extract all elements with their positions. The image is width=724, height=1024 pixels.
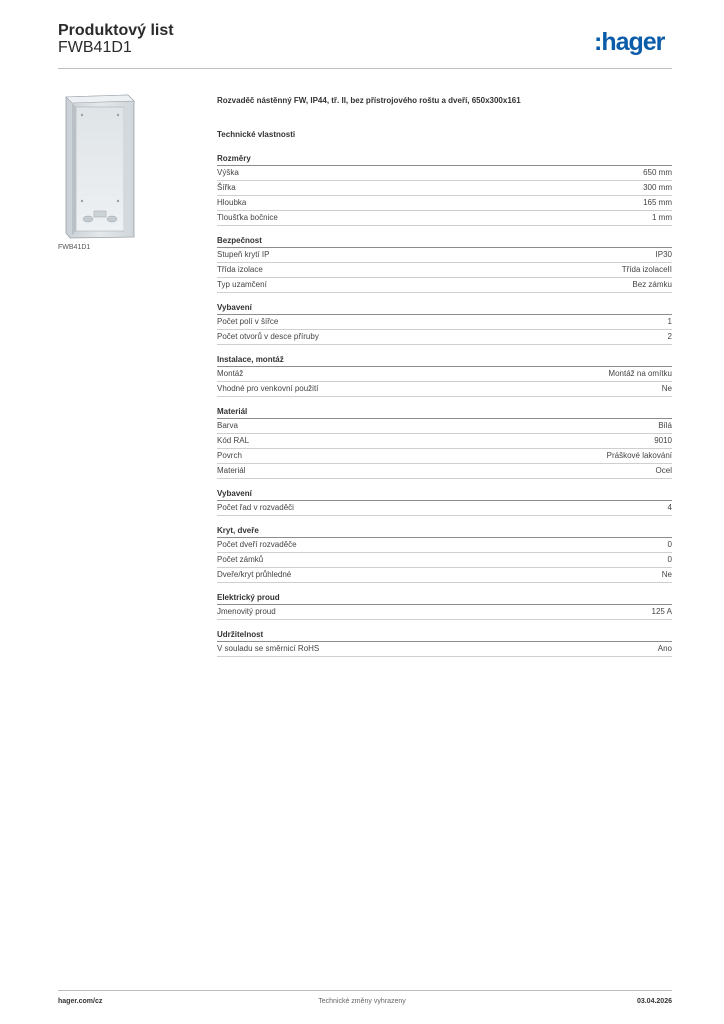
spec-label: Povrch <box>217 451 242 460</box>
spec-label: Výška <box>217 168 239 177</box>
spec-value: 300 mm <box>643 183 672 192</box>
spec-label: Barva <box>217 421 238 430</box>
section-title: Vybavení <box>217 302 672 315</box>
spec-value: Bez zámku <box>632 280 672 289</box>
footer-website: hager.com/cz <box>58 998 103 1005</box>
hager-logo <box>594 28 676 58</box>
spec-value: 650 mm <box>643 168 672 177</box>
footer-date: 03.04.2026 <box>636 998 672 1005</box>
spec-label: Počet dveří rozvaděče <box>217 540 297 549</box>
spec-row <box>217 263 672 278</box>
spec-label: Hloubka <box>217 198 247 207</box>
spec-row <box>217 449 672 464</box>
spec-value: Práškové lakování <box>606 451 672 460</box>
spec-row <box>217 501 672 516</box>
spec-row <box>217 553 672 568</box>
spec-label: Tloušťka bočnice <box>217 213 278 222</box>
technical-properties-heading: Technické vlastnosti <box>217 130 296 139</box>
spec-value: 2 <box>667 332 672 341</box>
spec-label: Kód RAL <box>217 436 250 445</box>
product-code: FWB41D1 <box>58 39 132 56</box>
section-title: Bezpečnost <box>217 235 672 248</box>
spec-label: Počet zámků <box>217 555 264 564</box>
footer-notice: Technické změny vyhrazeny <box>318 998 406 1005</box>
spec-label: Vhodné pro venkovní použití <box>217 384 319 393</box>
section-title: Kryt, dveře <box>217 525 672 538</box>
spec-row <box>217 464 672 479</box>
spec-value: Třída izolaceII <box>621 265 672 274</box>
spec-value: 125 A <box>651 607 672 616</box>
spec-value: Ocel <box>655 466 672 475</box>
spec-section <box>217 592 672 620</box>
spec-row <box>217 330 672 345</box>
spec-value: Bílá <box>658 421 672 430</box>
page-title: Produktový list <box>58 22 174 39</box>
spec-label: Počet řad v rozvaděči <box>217 503 294 512</box>
logo-text: :hager <box>594 28 665 56</box>
spec-label: Šířka <box>217 183 236 192</box>
section-title: Udržitelnost <box>217 629 672 642</box>
spec-row <box>217 196 672 211</box>
spec-label: Montáž <box>217 369 244 378</box>
spec-value: IP30 <box>655 250 672 259</box>
product-image <box>58 91 141 240</box>
spec-label: Počet otvorů v desce příruby <box>217 332 319 341</box>
spec-row <box>217 538 672 553</box>
spec-value: 165 mm <box>643 198 672 207</box>
spec-label: V souladu se směrnicí RoHS <box>217 644 320 653</box>
spec-label: Počet polí v šířce <box>217 317 279 326</box>
spec-sections <box>217 153 672 657</box>
spec-section <box>217 525 672 583</box>
spec-value: Ne <box>661 384 672 393</box>
spec-row <box>217 315 672 330</box>
spec-row <box>217 568 672 583</box>
spec-label: Třída izolace <box>217 265 263 274</box>
section-title: Rozměry <box>217 153 672 166</box>
image-caption: FWB41D1 <box>58 244 91 251</box>
header-divider <box>58 68 672 69</box>
spec-label: Typ uzamčení <box>217 280 267 289</box>
product-content <box>217 96 672 666</box>
section-title: Instalace, montáž <box>217 354 672 367</box>
spec-section <box>217 302 672 345</box>
spec-row <box>217 419 672 434</box>
spec-section <box>217 354 672 397</box>
spec-label: Stupeň krytí IP <box>217 250 270 259</box>
spec-value: 4 <box>667 503 672 512</box>
spec-row <box>217 434 672 449</box>
spec-row <box>217 278 672 293</box>
section-title: Materiál <box>217 406 672 419</box>
spec-section <box>217 153 672 226</box>
spec-row <box>217 642 672 657</box>
section-title: Vybavení <box>217 488 672 501</box>
section-title: Elektrický proud <box>217 592 672 605</box>
spec-row <box>217 181 672 196</box>
spec-section <box>217 406 672 479</box>
spec-value: 1 <box>667 317 672 326</box>
spec-value: 9010 <box>654 436 672 445</box>
spec-value: 1 mm <box>652 213 672 222</box>
product-description: Rozvaděč nástěnný FW, IP44, tř. II, bez přístrojového roštu a dveří, 650x300x161 <box>217 96 521 105</box>
spec-value: Ne <box>661 570 672 579</box>
spec-label: Jmenovitý proud <box>217 607 276 616</box>
spec-row <box>217 382 672 397</box>
spec-row <box>217 248 672 263</box>
spec-label: Dveře/kryt průhledné <box>217 570 292 579</box>
spec-section <box>217 488 672 516</box>
spec-row <box>217 166 672 181</box>
spec-row <box>217 367 672 382</box>
spec-value: Montáž na omítku <box>608 369 672 378</box>
spec-value: 0 <box>667 555 672 564</box>
spec-value: 0 <box>667 540 672 549</box>
spec-section <box>217 235 672 293</box>
spec-row <box>217 211 672 226</box>
spec-label: Materiál <box>217 466 246 475</box>
spec-row <box>217 605 672 620</box>
spec-value: Ano <box>657 644 672 653</box>
footer-divider <box>58 990 672 991</box>
spec-section <box>217 629 672 657</box>
